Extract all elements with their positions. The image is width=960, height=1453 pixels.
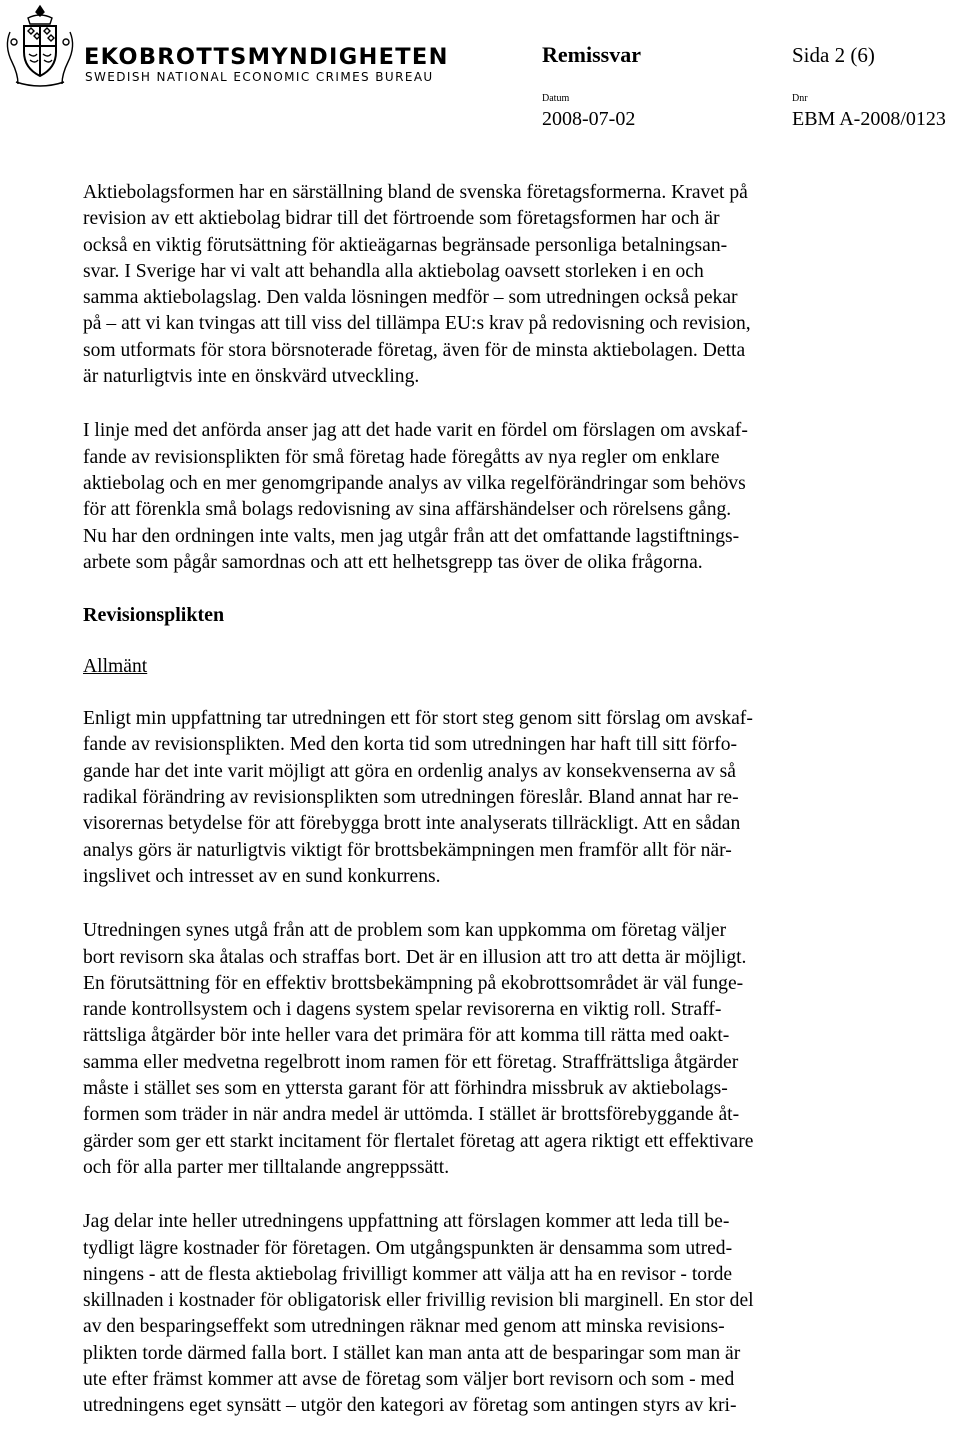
- text-line: arbete som pågår samordnas och att ett helhetsgrepp tas över de olika frågorna.: [83, 551, 703, 573]
- text-line: radikal förändring av revisionsplikten som utredningen föreslår. Bland annat har re-: [83, 787, 739, 809]
- text-line: Nu har den ordningen inte valts, men jag utgår från att det omfattande lagstiftnings-: [83, 525, 740, 547]
- text-line: skillnaden i kostnader för obligatorisk eller frivillig revision bli marginell. En stor del: [83, 1290, 754, 1312]
- text-line: på – att vi kan tvingas att till viss del tillämpa EU:s krav på redovisning och revision,: [83, 313, 751, 335]
- text-line: gande har det inte varit möjligt att göra en ordenlig analys av konsekvenserna av så: [83, 760, 736, 782]
- paragraph-5: [83, 1209, 893, 1419]
- dnr-label: Dnr: [792, 93, 808, 104]
- text-line: En förutsättning för en effektiv brottsbekämpning på ekobrottsområdet är väl funge-: [83, 972, 744, 994]
- text-line: för att förenkla små bolags redovisning av sina affärshändelser och rörelsens gång.: [83, 499, 732, 521]
- date-value: 2008-07-02: [542, 108, 636, 130]
- paragraph-4: [83, 918, 893, 1181]
- text-line: måste i stället ses som en yttersta garant för att förhindra missbruk av aktiebolags-: [83, 1078, 728, 1100]
- date-label: Datum: [542, 93, 570, 104]
- text-line: också en viktig förutsättning för aktieägarnas begränsade personliga betalningsan-: [83, 234, 728, 256]
- text-line: samma aktiebolagslag. Den valda lösningen medför – som utredningen också pekar: [83, 287, 738, 309]
- text-line: samma eller medvetna regelbrott inom ramen för ett företag. Straffrättsliga åtgärder: [83, 1051, 739, 1073]
- text-line: Enligt min uppfattning tar utredningen ett för stort steg genom sitt förslag om avskaf-: [83, 708, 753, 730]
- text-line: ningens - att de flesta aktiebolag frivilligt kommer att välja att ha en revisor - torde: [83, 1263, 733, 1285]
- text-line: rande kontrollsystem och i dagens system spelar revisorerna en viktig roll. Straff-: [83, 999, 722, 1021]
- section-heading: Revisionsplikten: [83, 604, 225, 627]
- document-type: Remissvar: [542, 42, 641, 67]
- subsection-heading: Allmänt: [83, 656, 148, 678]
- paragraph-1: [83, 180, 893, 390]
- coat-of-arms-icon: [2, 2, 78, 90]
- text-line: ingslivet och intresset av en sund konkurrens.: [83, 865, 441, 887]
- text-line: svar. I Sverige har vi valt att behandla alla aktiebolag oavsett storleken i en och: [83, 260, 704, 282]
- organization-subtitle: SWEDISH NATIONAL ECONOMIC CRIMES BUREAU: [85, 70, 434, 84]
- text-line: Aktiebolagsformen har en särställning bland de svenska företagsformerna. Kravet på: [83, 182, 748, 203]
- text-line: I linje med det anförda anser jag att det hade varit en fördel om förslagen om avskaf-: [83, 420, 748, 442]
- text-line: revision av ett aktiebolag bidrar till det förtroende som företagsformen har och är: [83, 208, 720, 230]
- text-line: och för alla parter mer tilltalande angreppssätt.: [83, 1156, 450, 1178]
- organization-name: EKOBROTTSMYNDIGHETEN: [84, 44, 449, 70]
- text-line: ute efter främst kommer att avse de företag som väljer bort revisorn och som - med: [83, 1368, 735, 1390]
- text-line: gärder som ger ett starkt incitament för flertalet företag att agera riktigt ett effektivare: [83, 1130, 754, 1152]
- text-line: som utformats för stora börsnoterade företag, även för de minsta aktiebolagen. Detta: [83, 339, 746, 361]
- text-line: tydligt lägre kostnader för företagen. Om utgångspunkten är densamma som utred-: [83, 1237, 733, 1259]
- text-line: visorernas betydelse för att förebygga brott inte analyserats tillräckligt. Att en sådan: [83, 813, 741, 835]
- text-line: Jag delar inte heller utredningens uppfattning att förslagen kommer att leda till be-: [83, 1211, 730, 1233]
- text-line: fande av revisionsplikten. Med den korta tid som utredningen har haft till sitt förfo-: [83, 734, 738, 756]
- text-line: Utredningen synes utgå från att de problem som kan uppkomma om företag väljer: [83, 920, 727, 942]
- dnr-value: EBM A-2008/0123: [792, 108, 946, 130]
- text-line: bort revisorn ska åtalas och straffas bort. Det är en illusion att tro att detta är möjligt.: [83, 946, 747, 968]
- paragraph-3: [83, 706, 893, 890]
- text-line: formen som träder in när andra medel är uttömda. I stället är brottsförebyggande åt-: [83, 1104, 740, 1126]
- text-line: av den besparingseffekt som utredningen räknar med genom att minska revisions-: [83, 1316, 725, 1338]
- text-line: rättsliga åtgärder bör inte heller vara det primära för att komma till rätta med oakt-: [83, 1025, 730, 1047]
- text-line: utredningens eget synsätt – utgör den kategori av företag som antingen styrs av kri-: [83, 1395, 737, 1417]
- text-line: fande av revisionsplikten för små företag hade föregåtts av nya regler om enklare: [83, 446, 720, 468]
- document-body: [83, 180, 893, 1420]
- text-line: är naturligtvis inte en önskvärd utveckling.: [83, 366, 420, 388]
- page-number: Sida 2 (6): [792, 43, 875, 67]
- text-line: plikten torde därmed falla bort. I stället kan man anta att de besparingar som man är: [83, 1342, 741, 1364]
- text-line: aktiebolag och en mer genomgripande analys av vilka regelförändringar som behövs: [83, 472, 746, 494]
- paragraph-2: [83, 418, 893, 576]
- text-line: analys görs är naturligtvis viktigt för brottsbekämpningen men framför allt för när-: [83, 839, 732, 861]
- letterhead: [0, 0, 960, 140]
